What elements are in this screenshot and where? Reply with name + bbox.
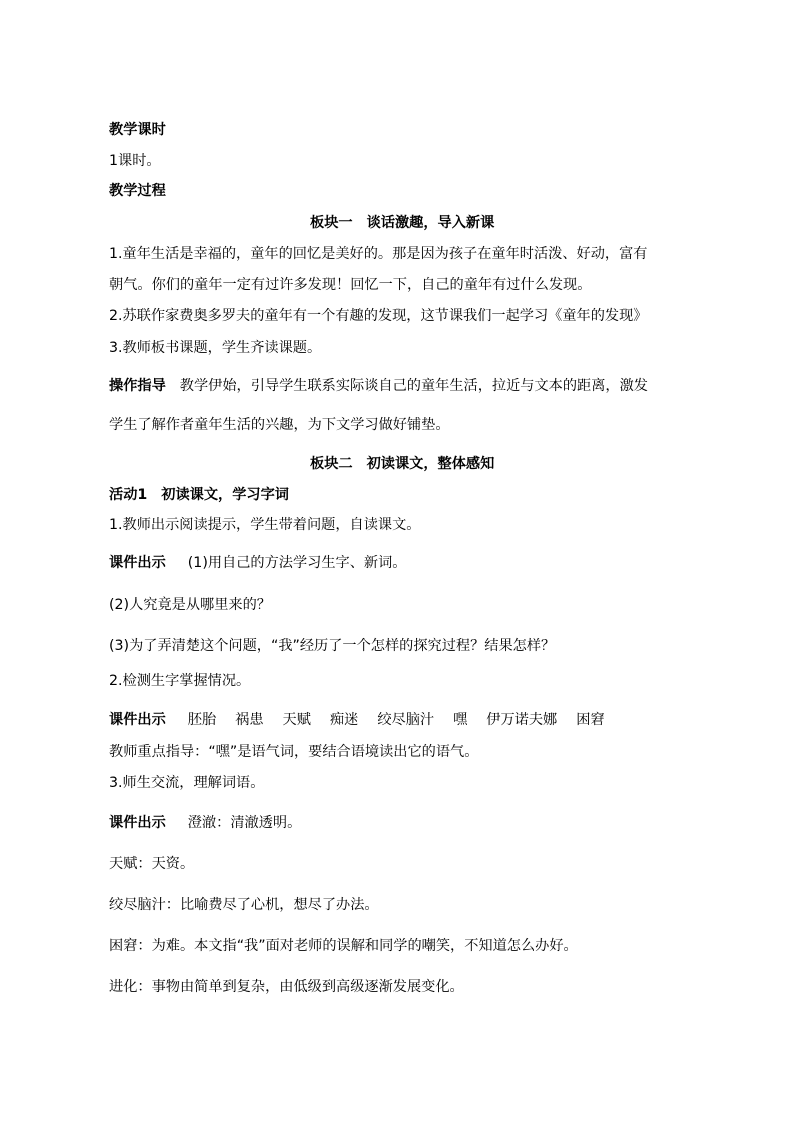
activity-heading bbox=[109, 485, 289, 505]
section1-paragraph-1-line-2: 朝气。你们的童年一定有过许多发现！回忆一下，自己的童年有过什么发现。 bbox=[109, 277, 592, 293]
section2-subtitle: 初读课文，整体感知 bbox=[366, 456, 495, 472]
definition-5: 进化：事物由简单到复杂，由低级到高级逐渐发展变化。 bbox=[109, 979, 464, 995]
section1-title: 板块一 bbox=[310, 215, 353, 231]
section2-paragraph-2: 2.检测生字掌握情况。 bbox=[109, 673, 251, 689]
courseware-label: 课件出示 bbox=[109, 712, 166, 728]
activity-label: 活动1 bbox=[109, 487, 148, 503]
section1-guide-line-1 bbox=[109, 376, 648, 396]
vocab-word: 天赋 bbox=[282, 712, 311, 728]
section2-heading bbox=[310, 454, 494, 474]
vocab-word: 困窘 bbox=[576, 712, 605, 728]
courseware-label: 课件出示 bbox=[109, 815, 166, 831]
section1-paragraph-1-line-1: 1.童年生活是幸福的，童年的回忆是美好的。那是因为孩子在童年时活泼、好动，富有 bbox=[109, 246, 648, 262]
definition-2: 天赋：天资。 bbox=[109, 856, 195, 872]
section2-title: 板块二 bbox=[310, 456, 353, 472]
vocab-word: 祸患 bbox=[235, 712, 264, 728]
section1-heading bbox=[310, 213, 494, 233]
heading-class-hours: 教学课时 bbox=[109, 122, 166, 138]
vocab-word: 嘿 bbox=[453, 712, 468, 728]
courseware-definition-1 bbox=[109, 813, 301, 833]
courseware-question-3: (3)为了弄清楚这个问题，“我”经历了一个怎样的探究过程？结果怎样？ bbox=[109, 638, 556, 654]
section2-paragraph-1: 1.教师出示阅读提示，学生带着问题，自读课文。 bbox=[109, 517, 421, 533]
vocab-word: 痴迷 bbox=[329, 712, 359, 728]
vocab-word: 绞尽脑汁 bbox=[377, 712, 435, 728]
definition-4: 困窘：为难。本文指“我”面对老师的误解和同学的嘲笑，不知道怎么办好。 bbox=[109, 938, 578, 954]
vocab-word: 胚胎 bbox=[187, 712, 217, 728]
teacher-guidance: 教师重点指导：“嘿”是语气词，要结合语境读出它的语气。 bbox=[109, 744, 479, 760]
question-1-text: (1)用自己的方法学习生字、新词。 bbox=[187, 555, 407, 571]
definition-1-text: 澄澈：清澈透明。 bbox=[187, 815, 302, 831]
definition-3: 绞尽脑汁：比喻费尽了心机，想尽了办法。 bbox=[109, 897, 379, 913]
class-hours-text: 1课时。 bbox=[109, 153, 161, 169]
section1-guide-line-2: 学生了解作者童年生活的兴趣，为下文学习做好铺垫。 bbox=[109, 417, 450, 433]
guide-text-line-1: 教学伊始，引导学生联系实际谈自己的童年生活，拉近与文本的距离，激发 bbox=[179, 378, 648, 394]
courseware-question-2: (2)人究竟是从哪里来的？ bbox=[109, 597, 271, 613]
section2-paragraph-3: 3.师生交流，理解词语。 bbox=[109, 775, 265, 791]
courseware-words-row bbox=[109, 710, 605, 730]
section1-paragraph-2: 2.苏联作家费奥多罗夫的童年有一个有趣的发现，这节课我们一起学习《童年的发现》 bbox=[109, 308, 648, 324]
guide-label: 操作指导 bbox=[109, 378, 166, 394]
courseware-question-1 bbox=[109, 553, 407, 573]
courseware-label: 课件出示 bbox=[109, 555, 166, 571]
activity-title: 初读课文，学习字词 bbox=[161, 487, 289, 503]
heading-teaching-process: 教学过程 bbox=[109, 183, 166, 199]
section1-subtitle: 谈话激趣，导入新课 bbox=[366, 215, 495, 231]
vocab-word: 伊万诺夫娜 bbox=[486, 712, 558, 728]
section1-paragraph-3: 3.教师板书课题，学生齐读课题。 bbox=[109, 340, 322, 356]
